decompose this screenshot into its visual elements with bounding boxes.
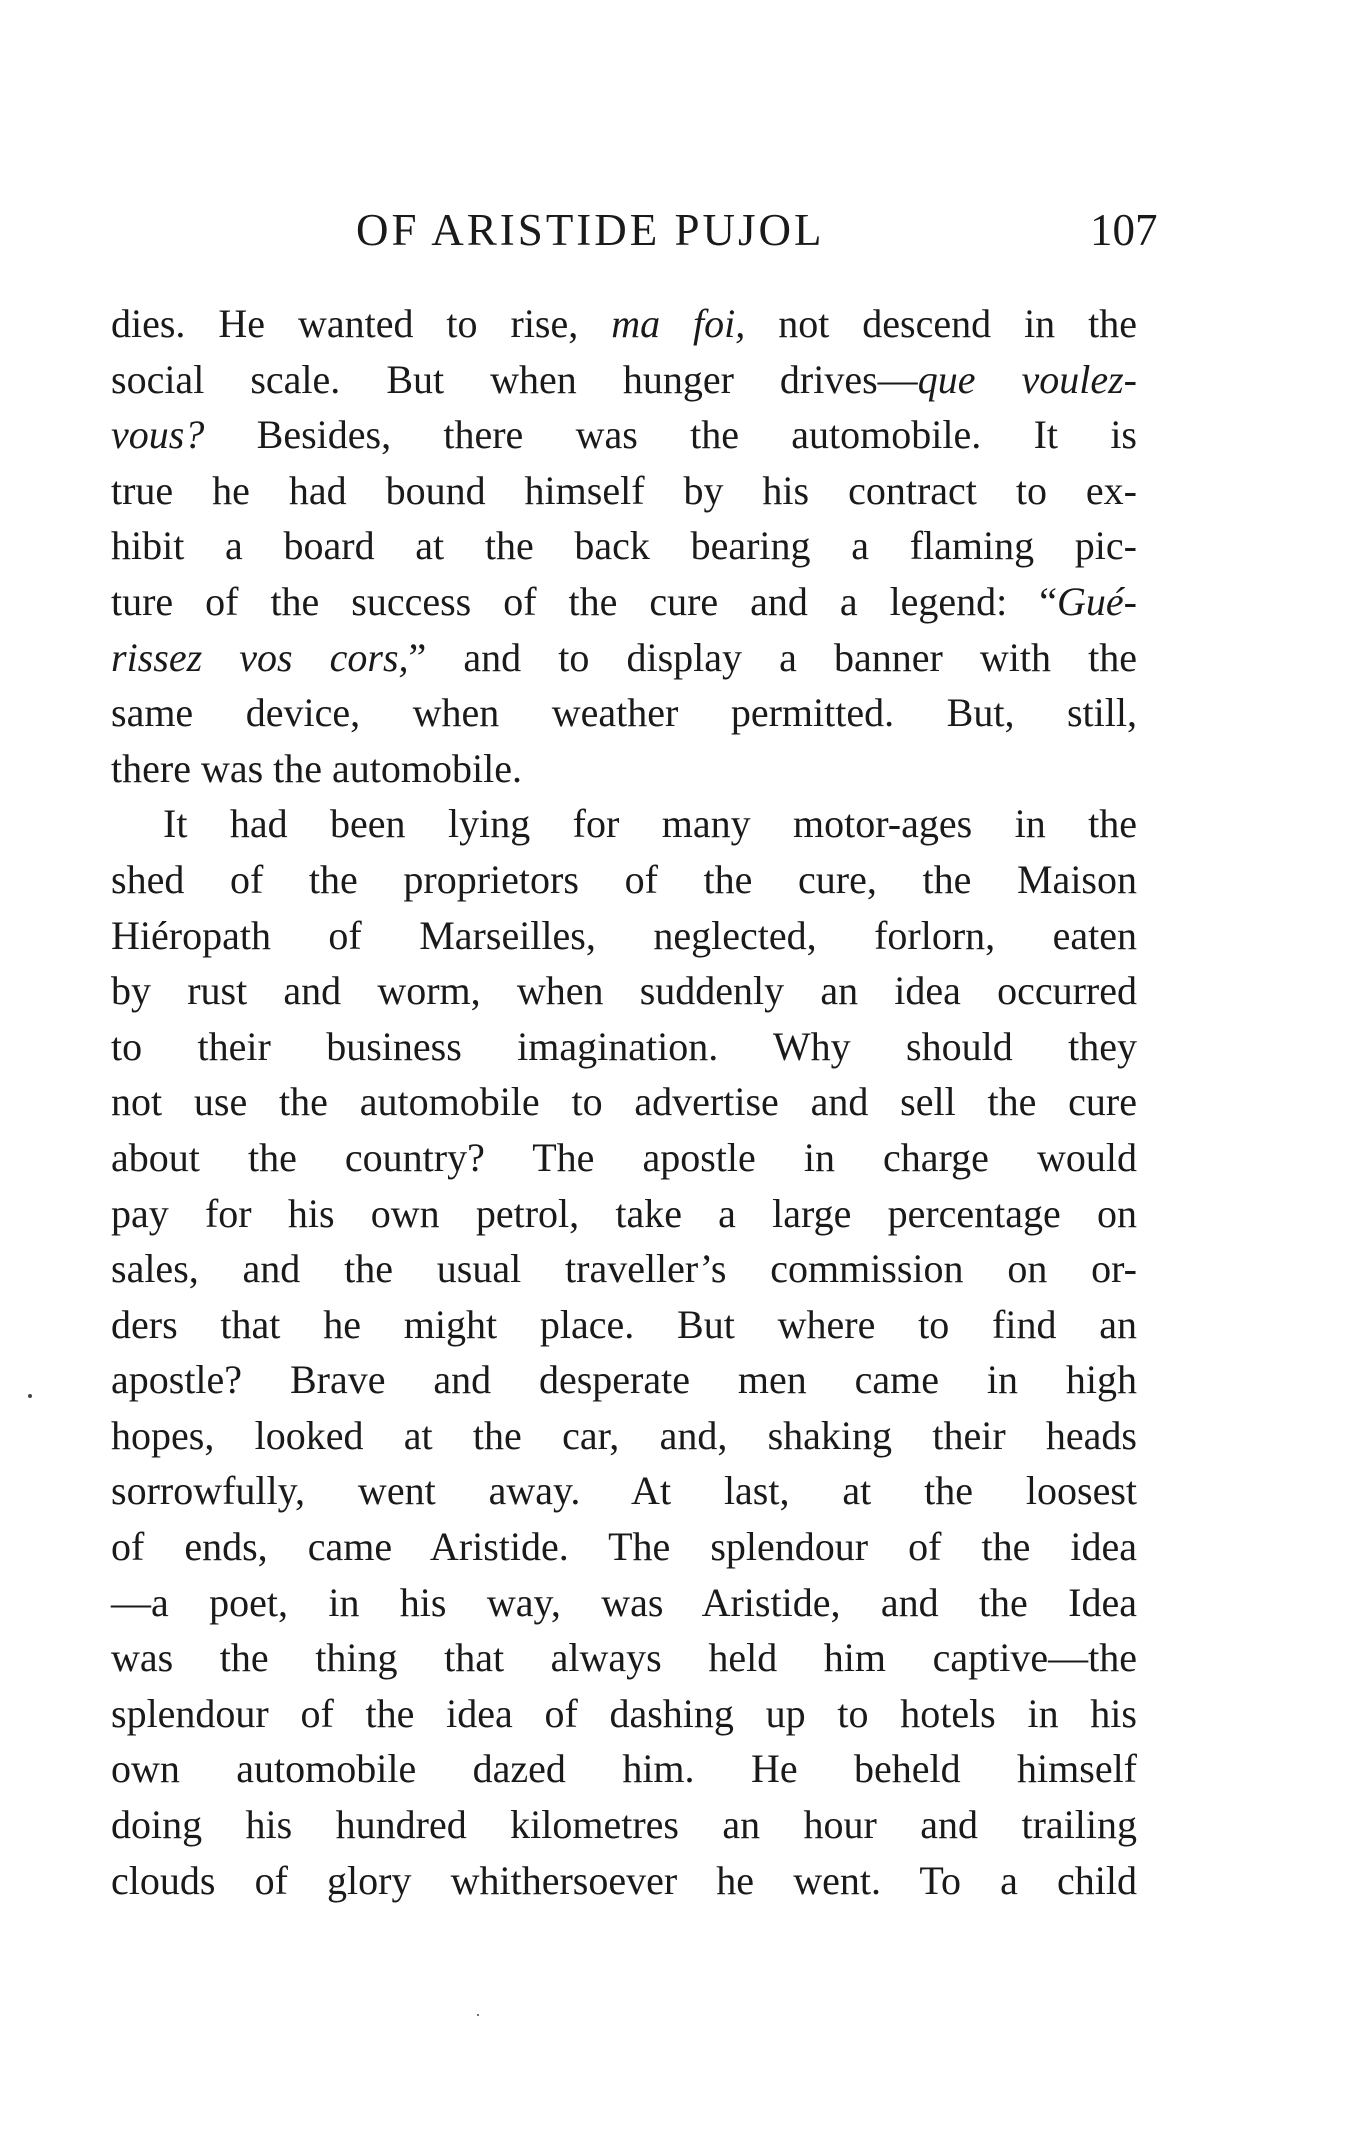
- text-line: [111, 1408, 1137, 1464]
- text-segment: ture of the success of the cure and a legend: “: [111, 578, 1058, 624]
- text-segment: Besides, there was the automobile. It is: [204, 412, 1137, 458]
- text-segment: ders that he might place. But where to find an: [111, 1301, 1137, 1347]
- text-segment: shed of the proprietors of the cure, the Maison: [111, 856, 1137, 902]
- text-line: [111, 1297, 1137, 1353]
- text-line: [111, 908, 1137, 964]
- text-line: [111, 1630, 1137, 1686]
- text-segment: pay for his own petrol, take a large percentage on: [111, 1190, 1137, 1236]
- text-segment: of ends, came Aristide. The splendour of the idea: [111, 1524, 1137, 1570]
- text-segment: by rust and worm, when suddenly an idea occurred: [111, 968, 1137, 1014]
- text-segment: hibit a board at the back bearing a flaming pic-: [111, 523, 1137, 569]
- text-line: [111, 1186, 1137, 1242]
- italic-text: que voulez-: [917, 356, 1137, 402]
- text-segment: social scale. But when hunger drives—: [111, 356, 918, 402]
- text-segment: It had been lying for many motor-ages in the: [163, 801, 1137, 847]
- text-line: [111, 1686, 1137, 1742]
- text-line: [111, 1241, 1137, 1297]
- page-header: [0, 204, 1346, 264]
- text-line: [111, 1463, 1137, 1519]
- text-segment: about the country? The apostle in charge would: [111, 1134, 1137, 1180]
- text-line: [111, 407, 1137, 463]
- text-line: [111, 296, 1137, 352]
- text-segment: —a poet, in his way, was Aristide, and the Idea: [111, 1579, 1137, 1625]
- text-line: [111, 352, 1137, 408]
- text-segment: there was the automobile.: [111, 745, 522, 791]
- paragraph-start-line: [111, 796, 1137, 852]
- margin-speck: [477, 2014, 479, 2016]
- text-line: [111, 630, 1137, 686]
- text-segment: hopes, looked at the car, and, shaking their heads: [111, 1412, 1137, 1458]
- text-segment: own automobile dazed him. He beheld himself: [111, 1746, 1137, 1792]
- text-line: [111, 963, 1137, 1019]
- body-text: [111, 296, 1137, 1908]
- italic-text: ma foi,: [611, 301, 746, 346]
- text-line: [111, 1019, 1137, 1075]
- italic-text: vous?: [111, 412, 205, 458]
- text-line: [111, 741, 1137, 797]
- text-line: [111, 1853, 1137, 1909]
- text-line: [111, 1519, 1137, 1575]
- text-line: [111, 685, 1137, 741]
- text-segment: to their business imagination. Why should they: [111, 1023, 1137, 1069]
- text-segment: not use the automobile to advertise and sell the cure: [111, 1079, 1137, 1125]
- margin-speck: [28, 1394, 32, 1398]
- page-number: 107: [1090, 205, 1158, 255]
- italic-text: Gué-: [1057, 578, 1137, 624]
- text-segment: sorrowfully, went away. At last, at the loosest: [111, 1468, 1137, 1514]
- text-line: [111, 852, 1137, 908]
- text-segment: splendour of the idea of dashing up to hotels in his: [111, 1690, 1137, 1736]
- text-line: [111, 463, 1137, 519]
- text-segment: true he had bound himself by his contract to ex-: [111, 467, 1137, 513]
- text-line: [111, 1797, 1137, 1853]
- text-segment: dies. He wanted to rise,: [111, 301, 612, 346]
- italic-text: rissez vos cors,: [111, 634, 409, 680]
- text-line: [111, 1074, 1137, 1130]
- text-segment: clouds of glory whithersoever he went. To a child: [111, 1857, 1137, 1903]
- text-segment: apostle? Brave and desperate men came in high: [111, 1357, 1137, 1403]
- text-line: [111, 518, 1137, 574]
- text-segment: same device, when weather permitted. But, still,: [111, 690, 1137, 736]
- text-line: [111, 574, 1137, 630]
- text-segment: Hiéropath of Marseilles, neglected, forlorn, eaten: [111, 912, 1137, 958]
- running-head: OF ARISTIDE PUJOL: [356, 205, 825, 255]
- text-line: [111, 1352, 1137, 1408]
- text-segment: ” and to display a banner with the: [408, 634, 1137, 680]
- text-line: [111, 1130, 1137, 1186]
- text-segment: sales, and the usual traveller’s commission on or-: [111, 1246, 1137, 1292]
- text-line: [111, 1741, 1137, 1797]
- text-line: [111, 1575, 1137, 1631]
- text-segment: not descend in the: [745, 301, 1138, 346]
- text-segment: was the thing that always held him captive—the: [111, 1635, 1137, 1681]
- text-segment: doing his hundred kilometres an hour and trailing: [111, 1802, 1137, 1848]
